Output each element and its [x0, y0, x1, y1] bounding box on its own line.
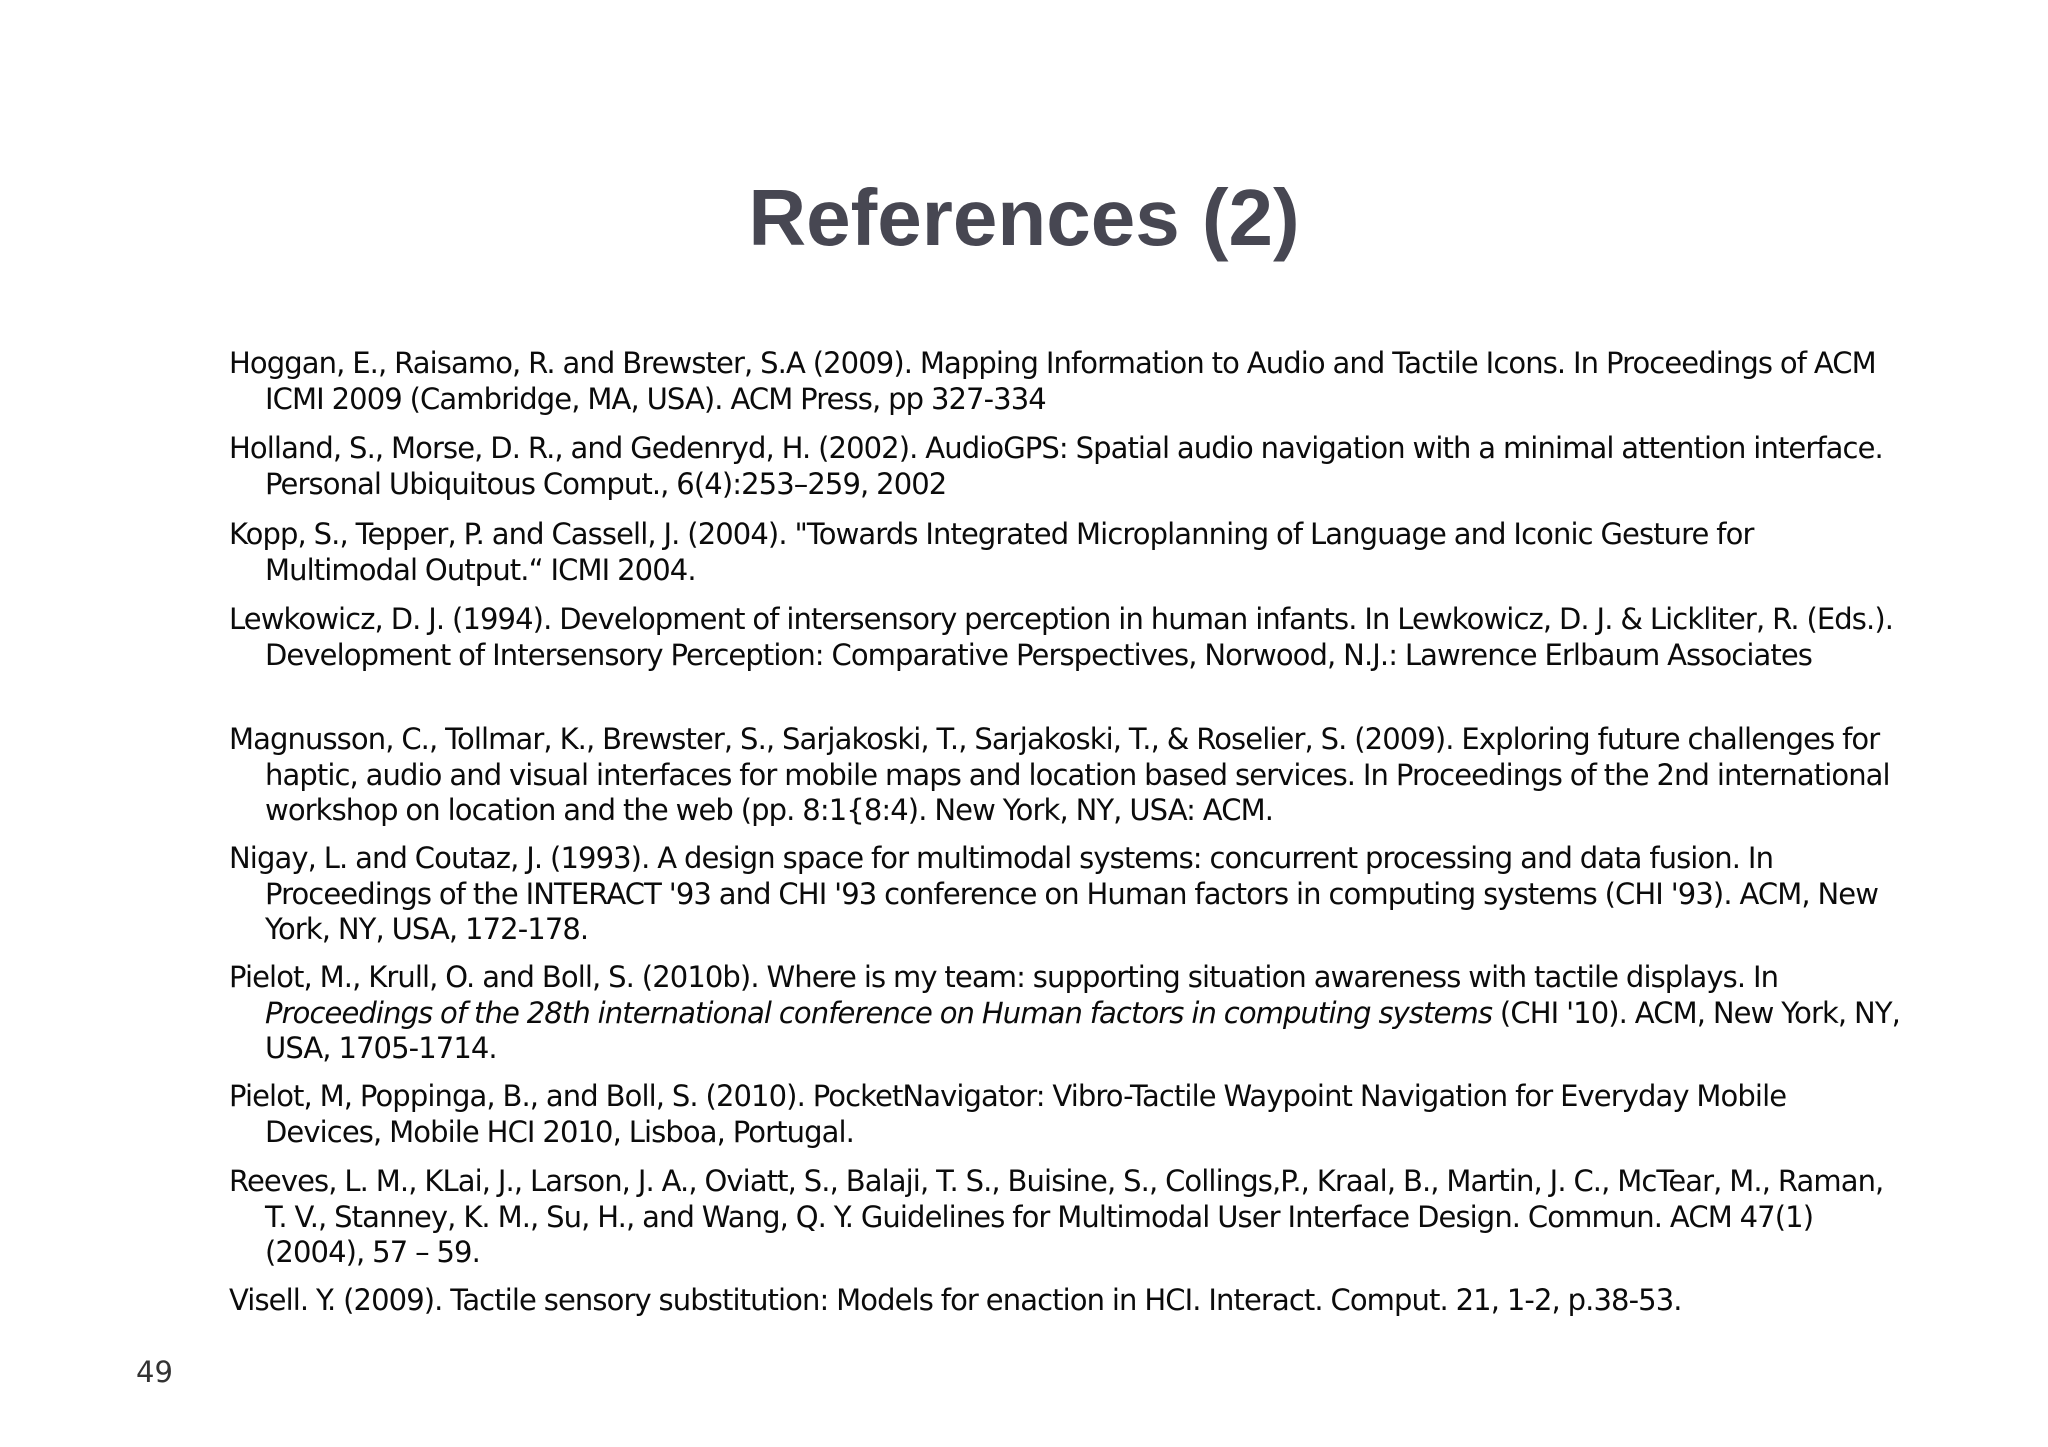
reference-item: Lewkowicz, D. J. (1994). Development of intersensory perception in human infants. In Lewkowicz, D. J. & Lickliter, R. (Eds.). Development of Intersensory Perception: Comparative Perspectives, Norwood, N.J.: Lawrence Erlbaum Associates — [229, 602, 1894, 672]
reference-text: Pielot, M., Krull, O. and Boll, S. (2010b). Where is my team: supporting situation awareness with tactile displays. In — [229, 960, 1779, 994]
reference-item: Magnusson, C., Tollmar, K., Brewster, S., Sarjakoski, T., Sarjakoski, T., & Roselier, S. (2009). Exploring future challenges for haptic, audio and visual interfaces for mobile maps and location based services. In Proceedings of the 2nd international workshop on location and the web (pp. 8:1{8:4). New York, NY, USA: ACM. — [229, 722, 1890, 827]
reference-item — [229, 960, 1905, 1067]
reference-item: Nigay, L. and Coutaz, J. (1993). A design space for multimodal systems: concurrent processing and data fusion. In Proceedings of the INTERACT '93 and CHI '93 conference on Human factors in computing systems (CHI '93). ACM, New York, NY, USA, 172-178. — [229, 841, 1879, 946]
reference-item: Kopp, S., Tepper, P. and Cassell, J. (2004). "Towards Integrated Microplanning of Language and Iconic Gesture for Multimodal Output.“ ICMI 2004. — [229, 517, 1754, 587]
reference-item: Hoggan, E., Raisamo, R. and Brewster, S.A (2009). Mapping Information to Audio and Tactile Icons. In Proceedings of ACM ICMI 2009 (Cambridge, MA, USA). ACM Press, pp 327-334 — [229, 346, 1876, 416]
slide-title: References (2) — [748, 173, 1300, 262]
reference-text: (CHI '10). ACM, New York, NY, USA, 1705-1714. — [265, 995, 1900, 1065]
reference-item: Visell. Y. (2009). Tactile sensory substitution: Models for enaction in HCI. Interact. Comput. 21, 1-2, p.38-53. — [229, 1283, 1682, 1317]
reference-italic-title: Proceedings of the 28th international conference on Human factors in computing systems — [265, 995, 1493, 1030]
reference-item: Reeves, L. M., KLai, J., Larson, J. A., Oviatt, S., Balaji, T. S., Buisine, S., Collings,P., Kraal, B., Martin, J. C., McTear, M., Raman, T. V., Stanney, K. M., Su, H., and Wang, Q. Y. Guidelines for Multimodal User Interface Design. Commun. ACM 47(1)(2004), 57 – 59. — [229, 1164, 1884, 1269]
reference-item: Pielot, M, Poppinga, B., and Boll, S. (2010). PocketNavigator: Vibro-Tactile Waypoint Navigation for Everyday Mobile Devices, Mobile HCI 2010, Lisboa, Portugal. — [229, 1079, 1787, 1149]
page-number: 49 — [136, 1355, 173, 1389]
reference-item: Holland, S., Morse, D. R., and Gedenryd, H. (2002). AudioGPS: Spatial audio navigation with a minimal attention interface. Personal Ubiquitous Comput., 6(4):253–259, 2002 — [229, 431, 1883, 501]
